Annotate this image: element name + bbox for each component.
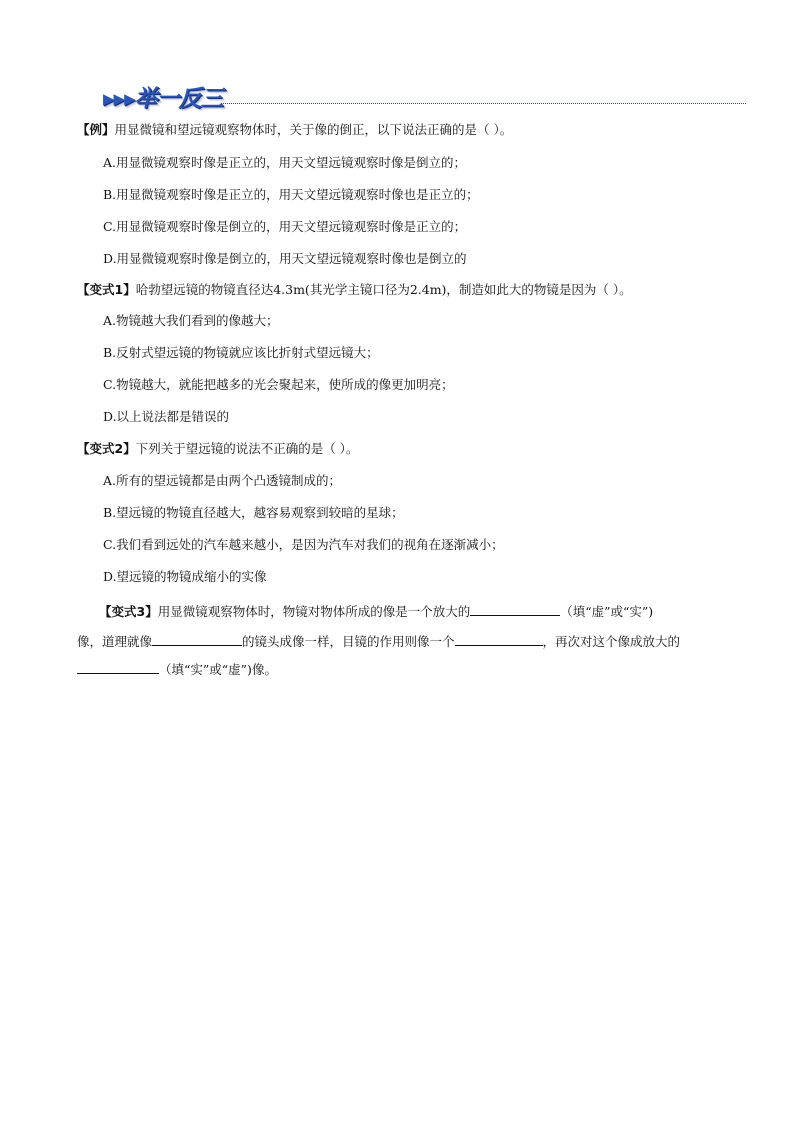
example-option-d: D.用显微镜观察时像是倒立的，用天文望远镜观察时像也是倒立的	[103, 251, 467, 266]
variant1-stem: 【变式1】哈勃望远镜的物镜直径达4.3m(其光学主镜口径为2.4m)，制造如此大的物镜是因为（ ）。	[77, 282, 632, 297]
blank-3[interactable]	[455, 631, 543, 646]
variant1-option-a: A.物镜越大我们看到的像越大；	[103, 313, 279, 328]
variant2-stem: 【变式2】下列关于望远镜的说法不正确的是（ ）。	[77, 441, 359, 456]
variant3-line-3: （填“实”或“虚”)像。	[77, 659, 277, 679]
variant3-line-1: 【变式3】用显微镜观察物体时，物镜对物体所成的像是一个放大的 （填“虚”或“实”)	[99, 601, 653, 621]
example-stem: 【例】用显微镜和望远镜观察物体时，关于像的倒正，以下说法正确的是（ ）。	[77, 122, 513, 137]
example-label: 【例】	[77, 122, 115, 137]
example-option-b: B.用显微镜观察时像是正立的，用天文望远镜观察时像也是正立的；	[103, 187, 479, 202]
variant2-option-d: D.望远镜的物镜成缩小的实像	[103, 569, 267, 584]
variant3-line-2: 像，道理就像 的镜头成像一样，目镜的作用则像一个 ，再次对这个像成放大的	[77, 631, 680, 651]
example-option-a: A.用显微镜观察时像是正立的，用天文望远镜观察时像是倒立的；	[103, 155, 467, 170]
variant1-label: 【变式1】	[77, 282, 136, 297]
variant3-label: 【变式3】	[99, 604, 158, 619]
blank-4[interactable]	[77, 659, 159, 674]
variant2-option-a: A.所有的望远镜都是由两个凸透镜制成的；	[103, 473, 342, 488]
header-dotted-rule	[221, 103, 746, 104]
variant1-option-c: C.物镜越大，就能把越多的光会聚起来，使所成的像更加明亮；	[103, 377, 454, 392]
example-option-c: C.用显微镜观察时像是倒立的，用天文望远镜观察时像是正立的；	[103, 219, 467, 234]
section-title: ▸▸▸举一反三	[103, 86, 223, 112]
variant1-option-d: D.以上说法都是错误的	[103, 409, 230, 424]
variant2-label: 【变式2】	[77, 441, 136, 456]
variant1-option-b: B.反射式望远镜的物镜就应该比折射式望远镜大；	[103, 345, 379, 360]
variant2-option-c: C.我们看到远处的汽车越来越小，是因为汽车对我们的视角在逐渐减小；	[103, 537, 504, 552]
variant2-option-b: B.望远镜的物镜直径越大，越容易观察到较暗的星球；	[103, 505, 404, 520]
section-header	[103, 78, 746, 112]
blank-2[interactable]	[152, 631, 242, 646]
blank-1[interactable]	[470, 601, 560, 616]
